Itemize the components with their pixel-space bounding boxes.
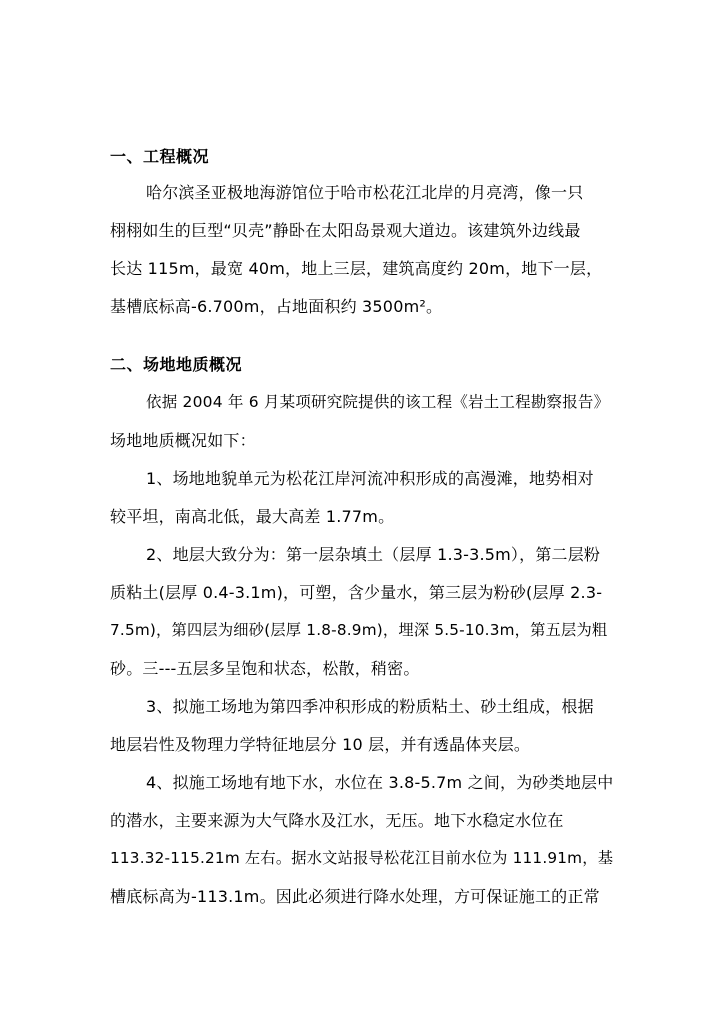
paragraph-line: 场地地质概况如下： — [110, 431, 256, 450]
paragraph-line: 哈尔滨圣亚极地海游馆位于哈市松花江北岸的月亮湾，像一只 — [146, 183, 584, 202]
paragraph-line: 的潜水，主要来源为大气降水及江水，无压。地下水稳定水位在 — [110, 811, 564, 830]
paragraph-line: 地层岩性及物理力学特征地层分 10 层，并有透晶体夹层。 — [110, 735, 531, 754]
paragraph-line: 砂。三---五层多呈饱和状态，松散，稍密。 — [110, 659, 420, 678]
paragraph-line: 基槽底标高-6.700m，占地面积约 3500m²。 — [110, 297, 443, 316]
paragraph-line: 槽底标高为-113.1m。因此必须进行降水处理，方可保证施工的正常 — [110, 887, 600, 906]
paragraph-line: 3、拟施工场地为第四季冲积形成的粉质粘土、砂土组成，根据 — [146, 697, 594, 716]
paragraph-line: 长达 115m，最宽 40m，地上三层，建筑高度约 20m，地下一层， — [110, 259, 603, 278]
paragraph-line: 质粘土(层厚 0.4-3.1m)，可塑，含少量水，第三层为粉砂(层厚 2.3- — [110, 583, 603, 602]
paragraph-line: 栩栩如生的巨型“贝壳”静卧在太阳岛景观大道边。该建筑外边线最 — [110, 221, 581, 240]
paragraph-line: 7.5m)，第四层为细砂(层厚 1.8-8.9m)，埋深 5.5-10.3m，第五层为粗 — [110, 621, 608, 639]
section-heading-site-geology: 二、场地地质概况 — [110, 355, 243, 374]
section-heading-project-overview: 一、工程概况 — [110, 147, 210, 166]
paragraph-line: 1、场地地貌单元为松花江岸河流冲积形成的高漫滩，地势相对 — [146, 469, 594, 488]
paragraph-line: 2、地层大致分为：第一层杂填土（层厚 1.3-3.5m），第二层粉 — [146, 545, 601, 564]
paragraph-line: 较平坦，南高北低，最大高差 1.77m。 — [110, 507, 395, 526]
paragraph-line: 113.32-115.21m 左右。据水文站报导松花江目前水位为 111.91m，基 — [110, 849, 614, 867]
paragraph-line: 4、拟施工场地有地下水，水位在 3.8-5.7m 之间，为砂类地层中 — [146, 773, 614, 792]
paragraph-line: 依据 2004 年 6 月某项研究院提供的该工程《岩土工程勘察报告》 — [146, 393, 610, 411]
